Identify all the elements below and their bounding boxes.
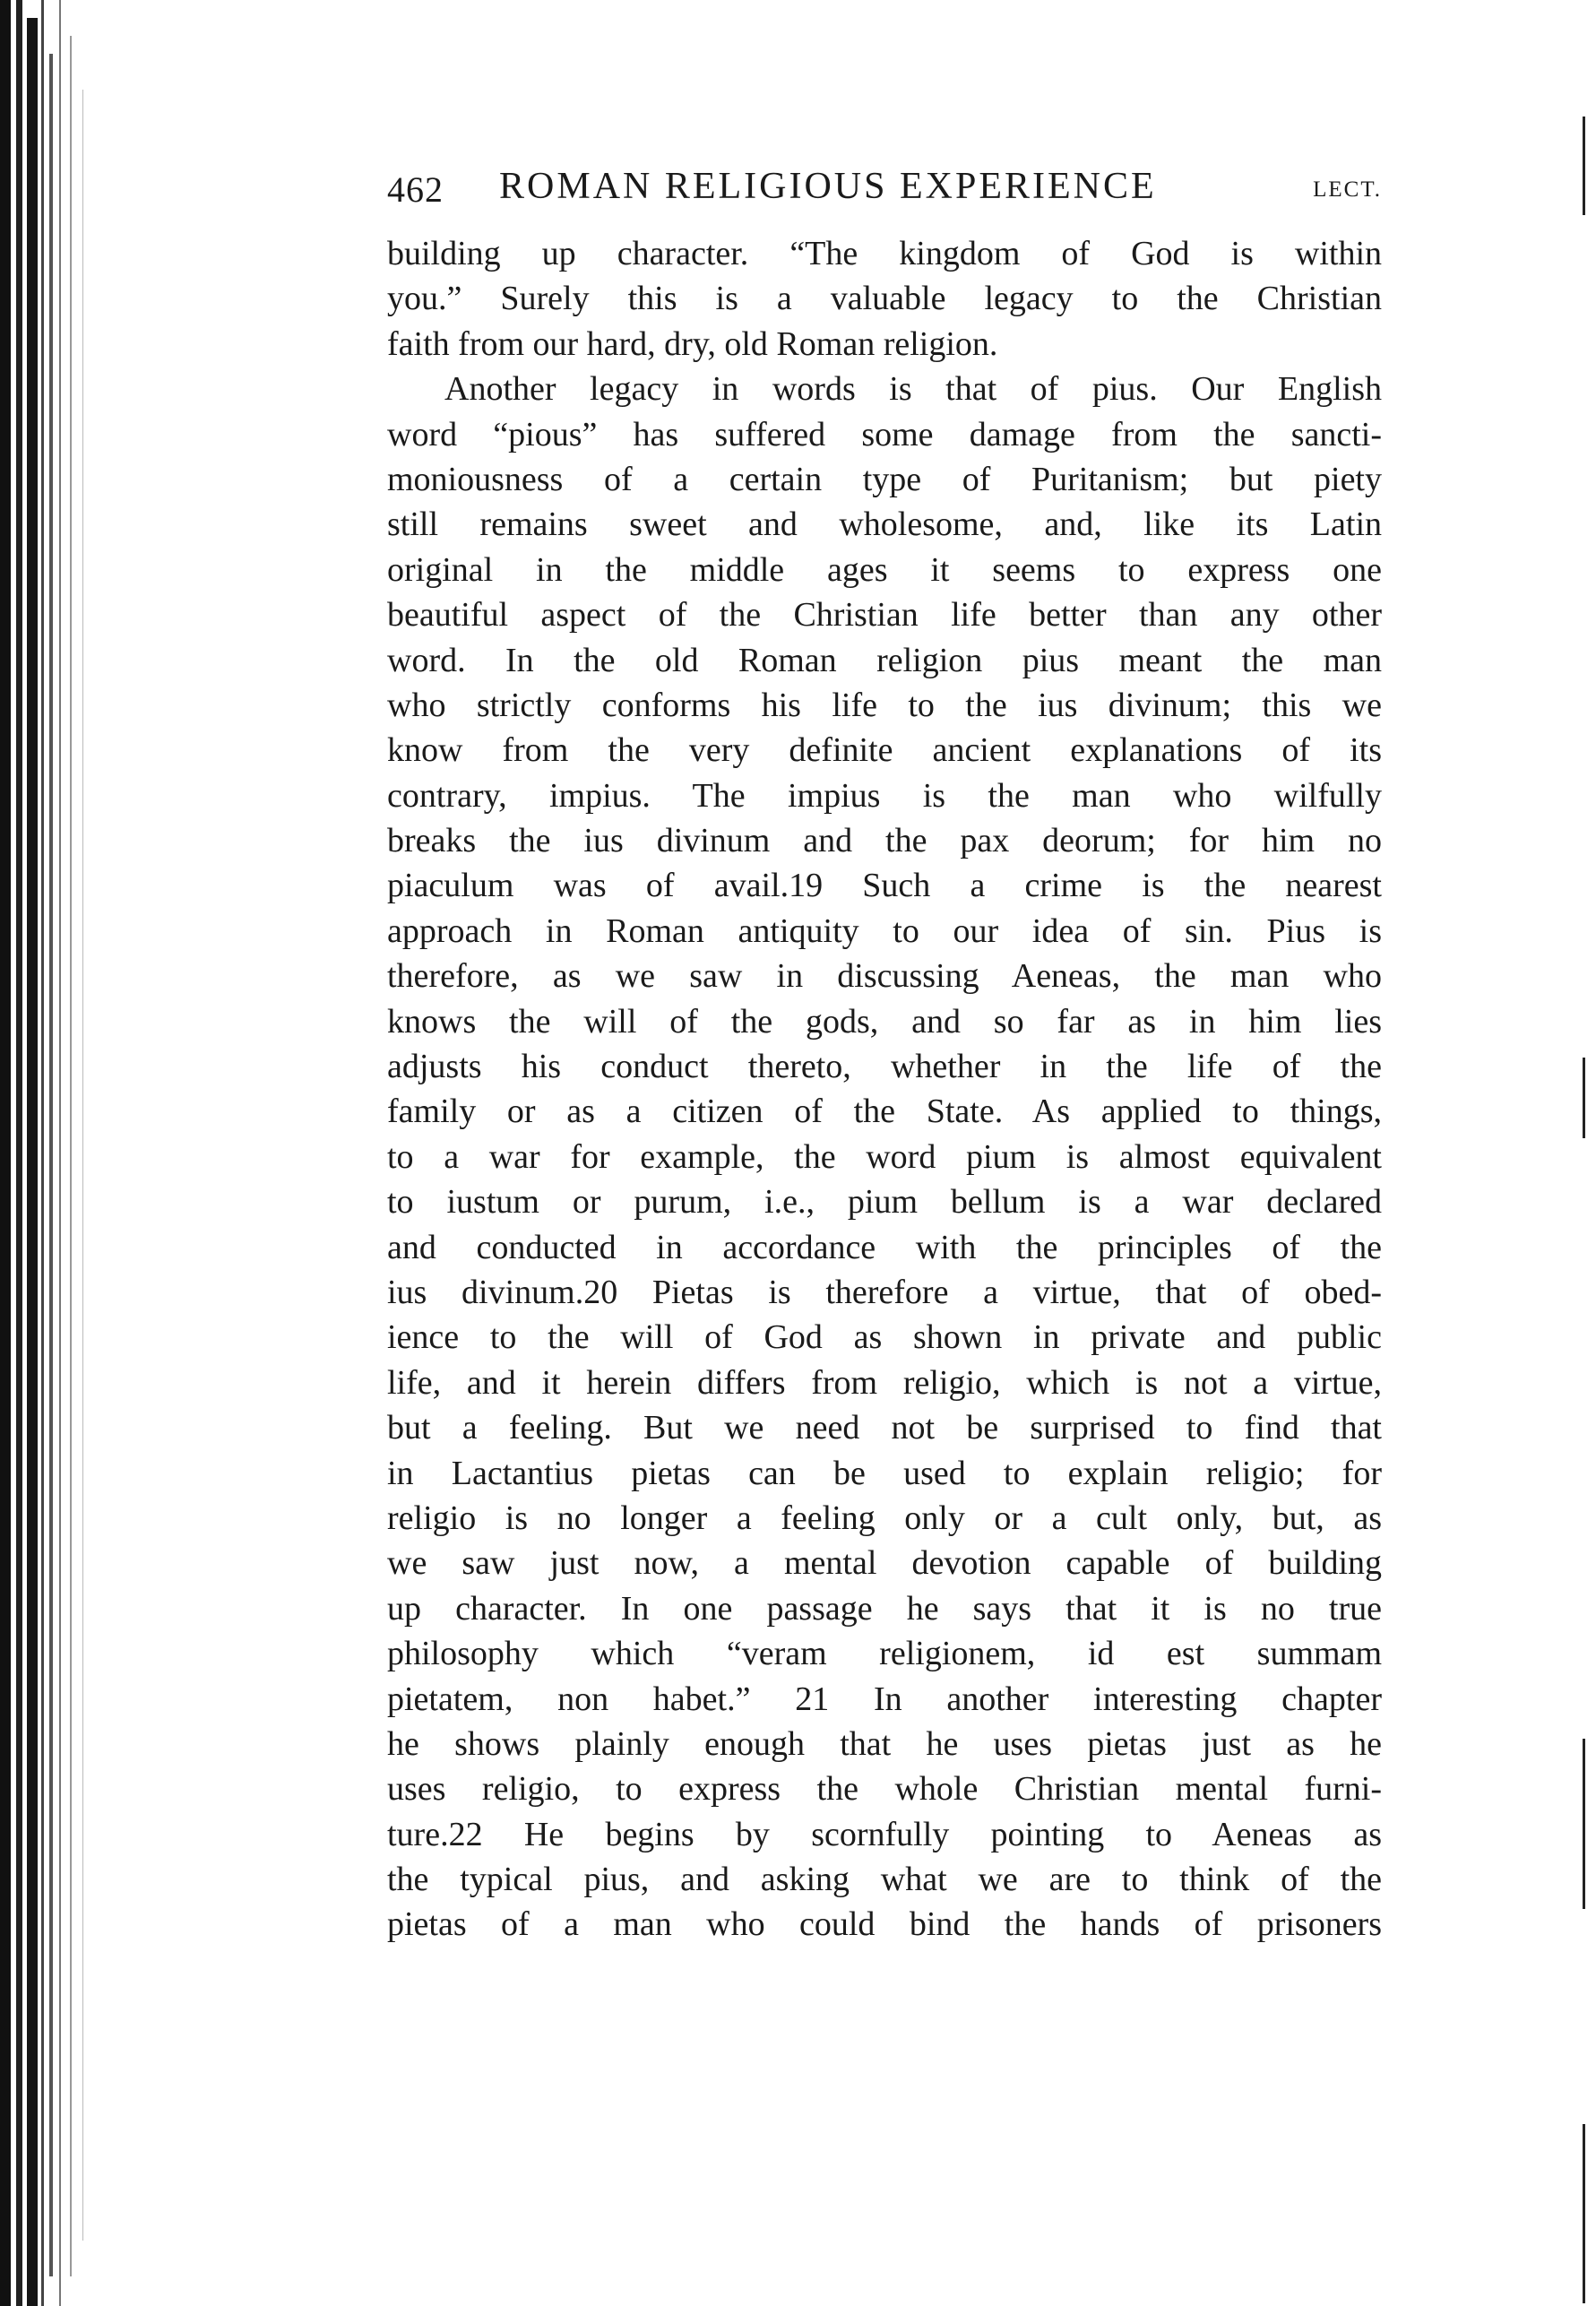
text-line: uses religio, to express the whole Christian mental furni- [387, 1770, 1382, 1809]
text-line: to iustum or purum, i.e., pium bellum is a war declared [387, 1183, 1382, 1222]
scan-edge-rule-top [1583, 117, 1585, 215]
scan-edge-rule-low [1583, 1739, 1585, 1909]
text-line: beautiful aspect of the Christian life better than any other [387, 596, 1382, 635]
text-line: religio is no longer a feeling only or a cult only, but, as [387, 1498, 1382, 1537]
text-line: but a feeling. But we need not be surprised to find that [387, 1409, 1382, 1447]
text-line: word “pious” has suffered some damage from the sancti- [387, 415, 1382, 453]
text-line: piaculum was of avail.19 Such a crime is the nearest [387, 867, 1382, 905]
text-line: faith from our hard, dry, old Roman religion. [387, 324, 998, 363]
text-line: word. In the old Roman religion pius meant the man [387, 641, 1382, 679]
body-text [387, 231, 1382, 1948]
text-line: pietatem, non habet.” 21 In another interesting chapter [387, 1680, 1382, 1718]
text-line: building up character. “The kingdom of God is within [387, 235, 1382, 272]
running-head [387, 161, 1382, 217]
text-line: life, and it herein differs from religio, which is not a virtue, [387, 1363, 1382, 1402]
text-line: he shows plainly enough that he uses pietas just as he [387, 1724, 1382, 1763]
text-line: ius divinum.20 Pietas is therefore a virtue, that of obed- [387, 1273, 1382, 1311]
text-line: up character. In one passage he says that it is no true [387, 1589, 1382, 1628]
book-page [387, 161, 1382, 1948]
text-line: original in the middle ages it seems to express one [387, 550, 1382, 589]
text-line: adjusts his conduct thereto, whether in the life of the [387, 1048, 1382, 1086]
text-line: Another legacy in words is that of pius. Our English [444, 370, 1382, 409]
text-line: moniousness of a certain type of Puritanism; but piety [387, 460, 1382, 498]
text-line: breaks the ius divinum and the pax deorum; for him no [387, 822, 1382, 860]
text-line: ture.22 He begins by scornfully pointing to Aeneas as [387, 1815, 1382, 1853]
text-line: who strictly conforms his life to the ius divinum; this we [387, 686, 1382, 724]
text-line: contrary, impius. The impius is the man who wilfully [387, 776, 1382, 815]
text-line: the typical pius, and asking what we are to think of the [387, 1861, 1382, 1899]
text-line: you.” Surely this is a valuable legacy to the Christian [387, 280, 1382, 318]
section-label: LECT. [1313, 177, 1382, 202]
binding-edge [0, 0, 99, 2306]
text-line: ience to the will of God as shown in private and public [387, 1318, 1382, 1357]
scan-edge-rule-bottom [1583, 2124, 1585, 2303]
text-line: still remains sweet and wholesome, and, like its Latin [387, 505, 1382, 544]
text-line: pietas of a man who could bind the hands of prisoners [387, 1905, 1382, 1944]
text-line: philosophy which “veram religionem, id est summam [387, 1635, 1382, 1673]
text-line: in Lactantius pietas can be used to explain religio; for [387, 1454, 1382, 1492]
text-line: therefore, as we saw in discussing Aeneas, the man who [387, 957, 1382, 996]
text-line: to a war for example, the word pium is almost equivalent [387, 1137, 1382, 1176]
running-title: ROMAN RELIGIOUS EXPERIENCE [499, 166, 1157, 207]
page-number: 462 [387, 169, 444, 210]
text-line: family or as a citizen of the State. As applied to things, [387, 1093, 1382, 1131]
text-line: knows the will of the gods, and so far as in him lies [387, 1002, 1382, 1041]
text-line: know from the very definite ancient explanations of its [387, 731, 1382, 770]
scan-edge-rule-mid [1583, 1058, 1585, 1138]
text-line: we saw just now, a mental devotion capable of building [387, 1544, 1382, 1583]
text-line: approach in Roman antiquity to our idea of sin. Pius is [387, 911, 1382, 950]
text-line: and conducted in accordance with the principles of the [387, 1228, 1382, 1266]
